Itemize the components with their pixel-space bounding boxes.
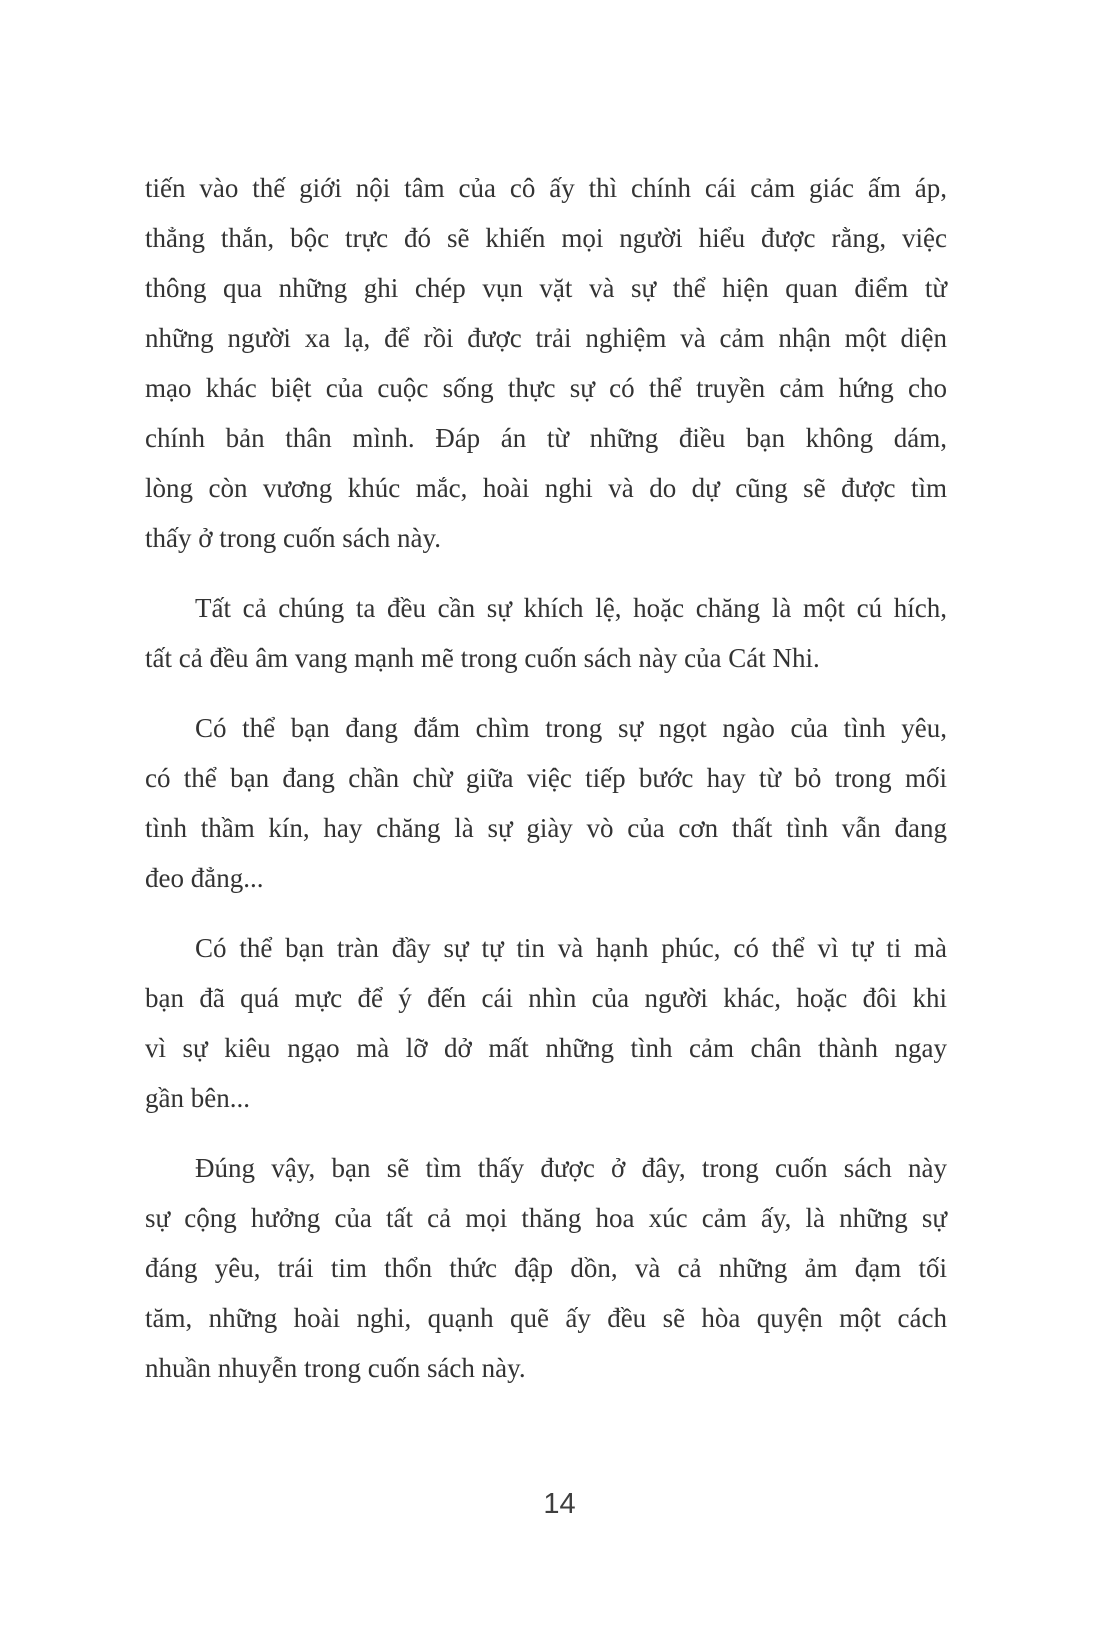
paragraph <box>145 703 947 903</box>
text-line: thông qua những ghi chép vụn vặt và sự thể hiện quan điểm từ <box>145 273 947 303</box>
text-line: Tất cả chúng ta đều cần sự khích lệ, hoặc chăng là một cú hích, <box>195 593 947 623</box>
paragraph <box>145 1143 947 1393</box>
text-line: gần bên... <box>145 1083 250 1113</box>
paragraph <box>145 583 947 683</box>
text-block <box>145 163 947 1393</box>
text-line: lòng còn vương khúc mắc, hoài nghi và do dự cũng sẽ được tìm <box>145 473 947 503</box>
page-number: 14 <box>543 1488 576 1520</box>
text-line: có thể bạn đang chần chừ giữa việc tiếp bước hay từ bỏ trong mối <box>145 763 947 793</box>
text-line: bạn đã quá mực để ý đến cái nhìn của người khác, hoặc đôi khi <box>145 983 947 1013</box>
text-line: nhuần nhuyễn trong cuốn sách này. <box>145 1353 526 1383</box>
text-line: thấy ở trong cuốn sách này. <box>145 523 441 553</box>
text-line: tiến vào thế giới nội tâm của cô ấy thì chính cái cảm giác ấm áp, <box>145 173 947 203</box>
text-line: tất cả đều âm vang mạnh mẽ trong cuốn sách này của Cát Nhi. <box>145 643 820 673</box>
text-line: chính bản thân mình. Đáp án từ những điều bạn không dám, <box>145 423 947 453</box>
text-line: đáng yêu, trái tim thổn thức đập dồn, và cả những ảm đạm tối <box>145 1253 947 1283</box>
paragraph <box>145 163 947 563</box>
text-line: tăm, những hoài nghi, quạnh quẽ ấy đều sẽ hòa quyện một cách <box>145 1303 947 1333</box>
paragraph <box>145 923 947 1123</box>
text-line: đeo đẳng... <box>145 863 264 893</box>
text-line: vì sự kiêu ngạo mà lỡ dở mất những tình cảm chân thành ngay <box>145 1033 947 1063</box>
text-line: Có thể bạn đang đắm chìm trong sự ngọt ngào của tình yêu, <box>195 713 947 743</box>
text-line: Đúng vậy, bạn sẽ tìm thấy được ở đây, trong cuốn sách này <box>195 1153 947 1183</box>
text-line: sự cộng hưởng của tất cả mọi thăng hoa xúc cảm ấy, là những sự <box>145 1203 947 1233</box>
text-line: tình thầm kín, hay chăng là sự giày vò của cơn thất tình vẫn đang <box>145 813 947 843</box>
text-line: thẳng thắn, bộc trực đó sẽ khiến mọi người hiểu được rằng, việc <box>145 223 947 253</box>
text-line: mạo khác biệt của cuộc sống thực sự có thể truyền cảm hứng cho <box>145 373 947 403</box>
text-line: Có thể bạn tràn đầy sự tự tin và hạnh phúc, có thể vì tự ti mà <box>195 933 947 963</box>
text-line: những người xa lạ, để rồi được trải nghiệm và cảm nhận một diện <box>145 323 947 353</box>
